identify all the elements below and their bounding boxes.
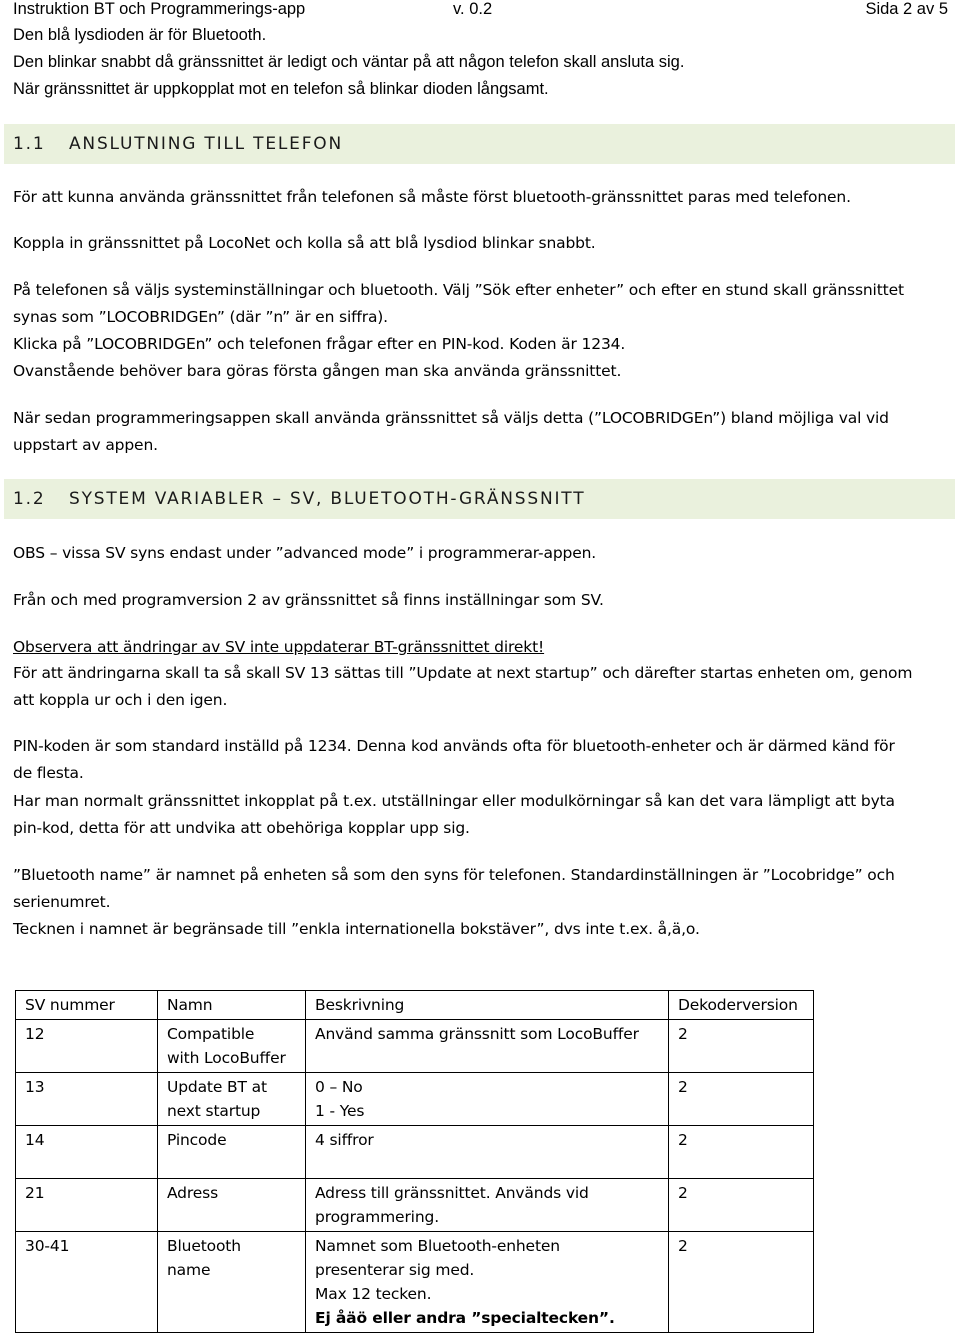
column-header: Dekoderversion	[669, 991, 814, 1020]
version-cell: 2	[669, 1020, 814, 1073]
paragraph-line: För att ändringarna skall ta så skall SV 13 sättas till ”Update at next startup” och därefter startas enheten om, genom	[13, 664, 913, 682]
version-cell: 2	[669, 1232, 814, 1333]
paragraph: Tecknen i namnet är begränsade till ”enkla internationella bokstäver”, dvs inte t.ex. å,ä,o.	[13, 920, 700, 938]
name-cell	[158, 1179, 306, 1232]
table-row	[16, 1179, 814, 1232]
paragraph-line: ”Bluetooth name” är namnet på enheten så som den syns för telefonen. Standardinställningen är ”Locobridge” och	[13, 866, 895, 884]
sv-table	[15, 990, 814, 1333]
table-row	[16, 1073, 814, 1126]
column-header: SV nummer	[16, 991, 158, 1020]
sv-number-cell: 12	[16, 1020, 158, 1073]
name-line: Update BT at	[167, 1078, 267, 1096]
description-cell	[306, 1020, 669, 1073]
name-cell	[158, 1020, 306, 1073]
paragraph-line: synas som ”LOCOBRIDGEn” (där ”n” är en siffra).	[13, 308, 388, 326]
section-heading-1-1	[4, 124, 955, 164]
page-header	[13, 0, 948, 22]
table-header-row	[16, 991, 814, 1020]
description-cell	[306, 1073, 669, 1126]
description-line: 1 - Yes	[315, 1102, 365, 1120]
name-line: Compatible	[167, 1025, 255, 1043]
description-line: programmering.	[315, 1208, 439, 1226]
name-cell	[158, 1126, 306, 1179]
paragraph-line: uppstart av appen.	[13, 436, 158, 454]
description-line: 4 siffror	[315, 1131, 374, 1149]
section-title: SYSTEM VARIABLER – SV, BLUETOOTH-GRÄNSSNITT	[69, 489, 586, 509]
table-row	[16, 1020, 814, 1073]
description-cell	[306, 1179, 669, 1232]
table-row	[16, 1232, 814, 1333]
section-number: 1.2	[13, 489, 46, 509]
table-row	[16, 1126, 814, 1179]
sv-number-cell: 14	[16, 1126, 158, 1179]
paragraph: Ovanstående behöver bara göras första gången man ska använda gränssnittet.	[13, 362, 622, 380]
paragraph-line: att koppla ur och i den igen.	[13, 691, 228, 709]
description-cell	[306, 1232, 669, 1333]
name-line: Adress	[167, 1184, 218, 1202]
section-number: 1.1	[13, 134, 46, 154]
document-version: v. 0.2	[453, 0, 493, 18]
name-line: Bluetooth	[167, 1237, 241, 1255]
name-line: Pincode	[167, 1131, 227, 1149]
sv-number-cell: 30-41	[16, 1232, 158, 1333]
paragraph: För att kunna använda gränssnittet från telefonen så måste först bluetooth-gränssnittet paras med telefonen.	[13, 188, 851, 206]
paragraph: Från och med programversion 2 av gränssnittet så finns inställningar som SV.	[13, 591, 604, 609]
column-header: Beskrivning	[306, 991, 669, 1020]
document-title: Instruktion BT och Programmerings-app	[13, 0, 306, 18]
intro-line: Den blinkar snabbt då gränssnittet är ledigt och väntar på att någon telefon skall ansluta sig.	[13, 53, 685, 71]
description-line: Max 12 tecken.	[315, 1285, 432, 1303]
name-line: name	[167, 1261, 211, 1279]
paragraph-line: Har man normalt gränssnittet inkopplat på t.ex. utställningar eller modulkörningar så kan det vara lämpligt att byta	[13, 792, 895, 810]
description-line: 0 – No	[315, 1078, 363, 1096]
page-number: Sida 2 av 5	[865, 0, 948, 18]
paragraph-line: de flesta.	[13, 764, 84, 782]
intro-line: När gränssnittet är uppkopplat mot en telefon så blinkar dioden långsamt.	[13, 80, 549, 98]
name-line	[167, 1152, 296, 1176]
version-cell: 2	[669, 1179, 814, 1232]
section-heading-1-2	[4, 479, 955, 519]
description-line: Namnet som Bluetooth-enheten	[315, 1237, 560, 1255]
paragraph-line: PIN-koden är som standard inställd på 1234. Denna kod används ofta för bluetooth-enheter och är därmed känd för	[13, 737, 895, 755]
name-line: next startup	[167, 1102, 261, 1120]
intro-line: Den blå lysdioden är för Bluetooth.	[13, 26, 267, 44]
paragraph: OBS – vissa SV syns endast under ”advanced mode” i programmerar-appen.	[13, 544, 597, 562]
sv-number-cell: 21	[16, 1179, 158, 1232]
paragraph: Koppla in gränssnittet på LocoNet och kolla så att blå lysdiod blinkar snabbt.	[13, 234, 596, 252]
section-title: ANSLUTNING TILL TELEFON	[69, 134, 343, 154]
sv-number-cell: 13	[16, 1073, 158, 1126]
description-line: Använd samma gränssnitt som LocoBuffer	[315, 1025, 639, 1043]
name-line: with LocoBuffer	[167, 1049, 286, 1067]
version-cell: 2	[669, 1126, 814, 1179]
name-cell	[158, 1073, 306, 1126]
description-bold-line: Ej åäö eller andra ”specialtecken”.	[315, 1309, 615, 1327]
intro-paragraph	[13, 22, 684, 103]
version-cell: 2	[669, 1073, 814, 1126]
paragraph: Klicka på ”LOCOBRIDGEn” och telefonen frågar efter en PIN-kod. Koden är 1234.	[13, 335, 626, 353]
description-line: Adress till gränssnittet. Används vid	[315, 1184, 589, 1202]
description-cell	[306, 1126, 669, 1179]
name-cell	[158, 1232, 306, 1333]
paragraph-line: På telefonen så väljs systeminställningar och bluetooth. Välj ”Sök efter enheter” och efter en stund skall gränssnittet	[13, 281, 904, 299]
column-header: Namn	[158, 991, 306, 1020]
paragraph-line: pin-kod, detta för att undvika att obehöriga kopplar upp sig.	[13, 819, 470, 837]
description-line: presenterar sig med.	[315, 1261, 475, 1279]
underlined-paragraph-wrap	[13, 634, 943, 661]
paragraph-line: När sedan programmeringsappen skall använda gränssnittet så väljs detta (”LOCOBRIDGEn”) bland möjliga val vid	[13, 409, 889, 427]
underlined-notice: Observera att ändringar av SV inte uppdaterar BT-gränssnittet direkt!	[13, 638, 545, 656]
paragraph-line: serienumret.	[13, 893, 111, 911]
